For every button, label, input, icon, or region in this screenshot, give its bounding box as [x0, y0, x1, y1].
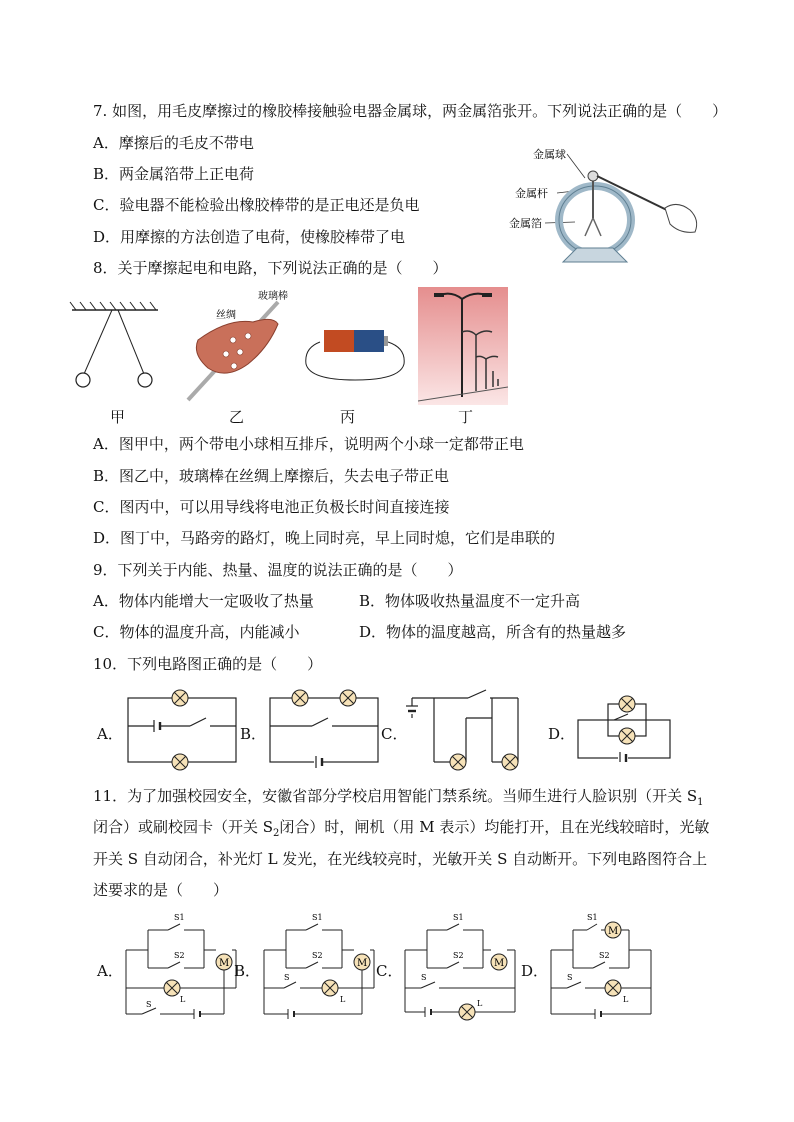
svg-text:S2: S2 — [453, 951, 464, 960]
q10-circuit-c — [406, 684, 524, 776]
lamp-icon — [172, 754, 188, 770]
svg-text:S: S — [421, 973, 427, 982]
q10-circuit-b — [266, 684, 382, 776]
q11-label-b[interactable]: B． — [234, 962, 261, 980]
lamp-icon — [322, 980, 338, 996]
q10-circuit-d — [574, 690, 674, 762]
q8-option-c[interactable]: C．图丙中，可以用导线将电池正负极长时间直接连接 — [93, 498, 450, 516]
lamp-icon — [450, 754, 466, 770]
electroscope-figure — [505, 140, 705, 265]
q9-option-c[interactable]: C．物体的温度升高，内能减小 — [93, 623, 300, 641]
q10-label-b[interactable]: B． — [240, 725, 267, 743]
svg-text:L: L — [180, 995, 186, 1004]
lamp-icon — [619, 696, 635, 712]
q9-option-d[interactable]: D．物体的温度越高，所含有的热量越多 — [359, 623, 627, 641]
svg-text:L: L — [623, 995, 629, 1004]
figure-bing-battery-short — [300, 318, 410, 388]
q11-circuit-b — [260, 910, 378, 1022]
motor-icon — [354, 954, 370, 970]
svg-text:L: L — [477, 999, 483, 1008]
lamp-icon — [164, 980, 180, 996]
q7-option-b[interactable]: B．两金属箔带上正电荷 — [93, 165, 255, 183]
svg-text:M: M — [608, 926, 619, 937]
q7-option-c[interactable]: C．验电器不能检验出橡胶棒带的是正电还是负电 — [93, 196, 420, 214]
svg-text:S1: S1 — [453, 913, 464, 922]
svg-text:S1: S1 — [587, 913, 598, 922]
q7-stem: 7. 如图，用毛皮摩擦过的橡胶棒接触验电器金属球，两金属箔张开。下列说法正确的是（ ） — [93, 102, 728, 120]
q11-line-1: 11．为了加强校园安全，安徽省部分学校启用智能门禁系统。当师生进行人脸识别（开关 $S_1$ — [93, 787, 704, 808]
q8-option-d[interactable]: D．图丁中，马路旁的路灯，晚上同时亮，早上同时熄，它们是串联的 — [93, 529, 556, 547]
svg-text:S2: S2 — [174, 951, 185, 960]
q10-circuit-a — [124, 684, 240, 776]
lamp-icon — [605, 980, 621, 996]
q11-line-4: 述要求的是（ ） — [93, 881, 229, 899]
label-silk: 丝绸 — [216, 310, 236, 321]
svg-text:S2: S2 — [312, 951, 323, 960]
q8-option-b[interactable]: B．图乙中，玻璃棒在丝绸上摩擦后，失去电子带正电 — [93, 467, 450, 485]
label-metal-foil: 金属箔 — [509, 217, 542, 230]
lamp-icon — [292, 690, 308, 706]
svg-text:L: L — [340, 995, 346, 1004]
q11-label-d[interactable]: D． — [521, 962, 549, 980]
lamp-icon — [619, 728, 635, 744]
motor-icon — [605, 922, 621, 938]
q10-label-c[interactable]: C． — [381, 725, 408, 743]
q9-stem: 9．下列关于内能、热量、温度的说法正确的是（ ） — [93, 561, 463, 579]
svg-text:S2: S2 — [599, 951, 610, 960]
label-metal-rod: 金属杆 — [515, 187, 548, 200]
q11-circuit-c — [401, 910, 519, 1022]
figure-jia-pendulums — [66, 300, 166, 392]
figure-label-bing: 丙 — [340, 408, 356, 426]
q11-circuit-d — [547, 910, 657, 1022]
figure-ding-streetlights — [418, 287, 508, 405]
figure-label-jia: 甲 — [110, 408, 126, 426]
q10-label-a[interactable]: A． — [97, 725, 123, 743]
figure-label-yi: 乙 — [229, 408, 245, 426]
svg-text:S: S — [284, 973, 290, 982]
svg-text:M: M — [219, 958, 230, 969]
q11-label-a[interactable]: A． — [97, 962, 123, 980]
q11-label-c[interactable]: C． — [376, 962, 403, 980]
motor-icon — [491, 954, 507, 970]
svg-text:S1: S1 — [174, 913, 185, 922]
svg-text:M: M — [357, 958, 368, 969]
q9-option-a[interactable]: A．物体内能增大一定吸收了热量 — [93, 592, 314, 610]
q10-stem: 10．下列电路图正确的是（ ） — [93, 655, 323, 673]
figure-yi-glass-rod-silk — [178, 288, 298, 403]
label-glass-rod: 玻璃棒 — [258, 291, 288, 302]
label-metal-ball: 金属球 — [533, 148, 566, 161]
q11-circuit-a — [122, 910, 240, 1022]
lamp-icon — [172, 690, 188, 706]
svg-text:S1: S1 — [312, 913, 323, 922]
svg-text:M: M — [494, 958, 505, 969]
svg-text:S: S — [146, 1000, 152, 1009]
q9-option-b[interactable]: B．物体吸收热量温度不一定升高 — [359, 592, 581, 610]
figure-label-ding: 丁 — [458, 408, 474, 426]
q7-option-d[interactable]: D．用摩擦的方法创造了电荷，使橡胶棒带了电 — [93, 228, 406, 246]
lamp-icon — [459, 1004, 475, 1020]
q11-line-3: 开关 S 自动闭合，补光灯 L 发光，在光线较亮时，光敏开关 S 自动断开。下列电路图符合上 — [93, 850, 708, 868]
lamp-icon — [502, 754, 518, 770]
q8-stem: 8．关于摩擦起电和电路，下列说法正确的是（ ） — [93, 259, 448, 277]
lamp-icon — [340, 690, 356, 706]
svg-text:S: S — [567, 973, 573, 982]
q11-line-2: 闭合）或刷校园卡（开关 $S_2$闭合）时，闸机（用 M 表示）均能打开，且在光线较暗时，光敏 — [93, 818, 710, 839]
q7-option-a[interactable]: A．摩擦后的毛皮不带电 — [93, 134, 254, 152]
q10-label-d[interactable]: D． — [548, 725, 576, 743]
motor-icon — [216, 954, 232, 970]
q8-option-a[interactable]: A．图甲中，两个带电小球相互排斥，说明两个小球一定都带正电 — [93, 435, 524, 453]
